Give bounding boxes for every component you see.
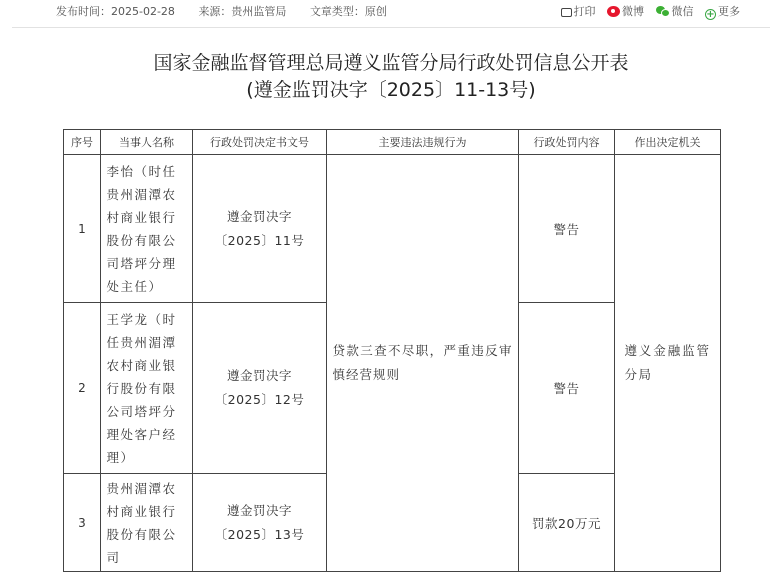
party-name: 贵州湄潭农村商业银行股份有限公司: [106, 480, 177, 565]
wechat-label: 微信: [671, 5, 694, 18]
authority-text: 遵义金融监管分局: [624, 343, 711, 382]
share-more-button[interactable]: [705, 3, 740, 20]
authority-cell: [615, 155, 721, 572]
doc-number-cell: [193, 474, 327, 572]
row-index: 2: [64, 303, 101, 474]
header-index: 序号: [64, 130, 101, 155]
header-doc-number: 行政处罚决定书文号: [193, 130, 327, 155]
article-meta-bar: [0, 0, 782, 22]
share-weibo-button[interactable]: [607, 3, 644, 19]
title-line-1: 国家金融监督管理总局遵义监管分局行政处罚信息公开表: [153, 52, 629, 74]
article-meta: [56, 3, 407, 19]
row-index: 1: [64, 155, 101, 303]
page-title: [0, 50, 782, 104]
doc-number: [193, 499, 326, 547]
title-line-2: (遵金监罚决字〔2025〕11-13号): [246, 79, 536, 101]
table-header-row: [64, 130, 721, 155]
header-divider: [12, 27, 770, 28]
wechat-icon: [656, 6, 670, 17]
plus-circle-icon: +: [706, 9, 715, 20]
party-name: 王学龙（时任贵州湄潭农村商业银行股份有限公司塔坪分理处客户经理）: [106, 311, 177, 465]
doc-number-line-1: 遵金罚决字: [226, 208, 292, 224]
doc-number-line-1: 遵金罚决字: [226, 368, 292, 383]
header-authority: 作出决定机关: [615, 130, 721, 155]
doc-number: [193, 364, 326, 412]
weibo-label: 微博: [622, 5, 644, 18]
table-row: [64, 155, 721, 303]
print-label: 打印: [573, 5, 596, 18]
more-label: 更多: [718, 5, 740, 18]
penalty-cell: 警告: [519, 303, 615, 474]
penalty-cell: 警告: [519, 155, 615, 303]
violation-cell: [327, 155, 519, 572]
header-penalty: 行政处罚内容: [519, 130, 615, 155]
print-button[interactable]: [561, 3, 596, 19]
penalty-info-table: [63, 129, 721, 572]
header-party: 当事人名称: [101, 130, 193, 155]
row-index: 3: [64, 474, 101, 572]
violation-text: 贷款三查不尽职，严重违反审慎经营规则: [332, 343, 513, 382]
doc-number-line-2: 〔2025〕11号: [214, 232, 305, 248]
printer-icon: [561, 8, 572, 17]
doc-number-cell: [193, 155, 327, 303]
party-cell: [101, 303, 193, 474]
doc-number-line-2: 〔2025〕13号: [214, 526, 305, 542]
doc-number-cell: [193, 303, 327, 474]
doc-number-line-1: 遵金罚决字: [226, 502, 292, 518]
publish-time: 发布时间：2025-02-28: [56, 5, 175, 18]
header-violation: 主要违法违规行为: [327, 130, 519, 155]
article-type: 文章类型：原创: [309, 5, 387, 18]
article-source: 来源：贵州监管局: [198, 5, 287, 18]
weibo-icon: [607, 6, 620, 17]
penalty-cell: 罚款20万元: [519, 474, 615, 572]
party-name: 李怡（时任贵州湄潭农村商业银行股份有限公司塔坪分理处主任）: [106, 163, 177, 294]
doc-number-line-2: 〔2025〕12号: [214, 392, 305, 407]
share-toolbar: [553, 3, 741, 20]
party-cell: [101, 474, 193, 572]
party-cell: [101, 155, 193, 303]
share-wechat-button[interactable]: [656, 3, 694, 19]
doc-number: [193, 205, 326, 253]
